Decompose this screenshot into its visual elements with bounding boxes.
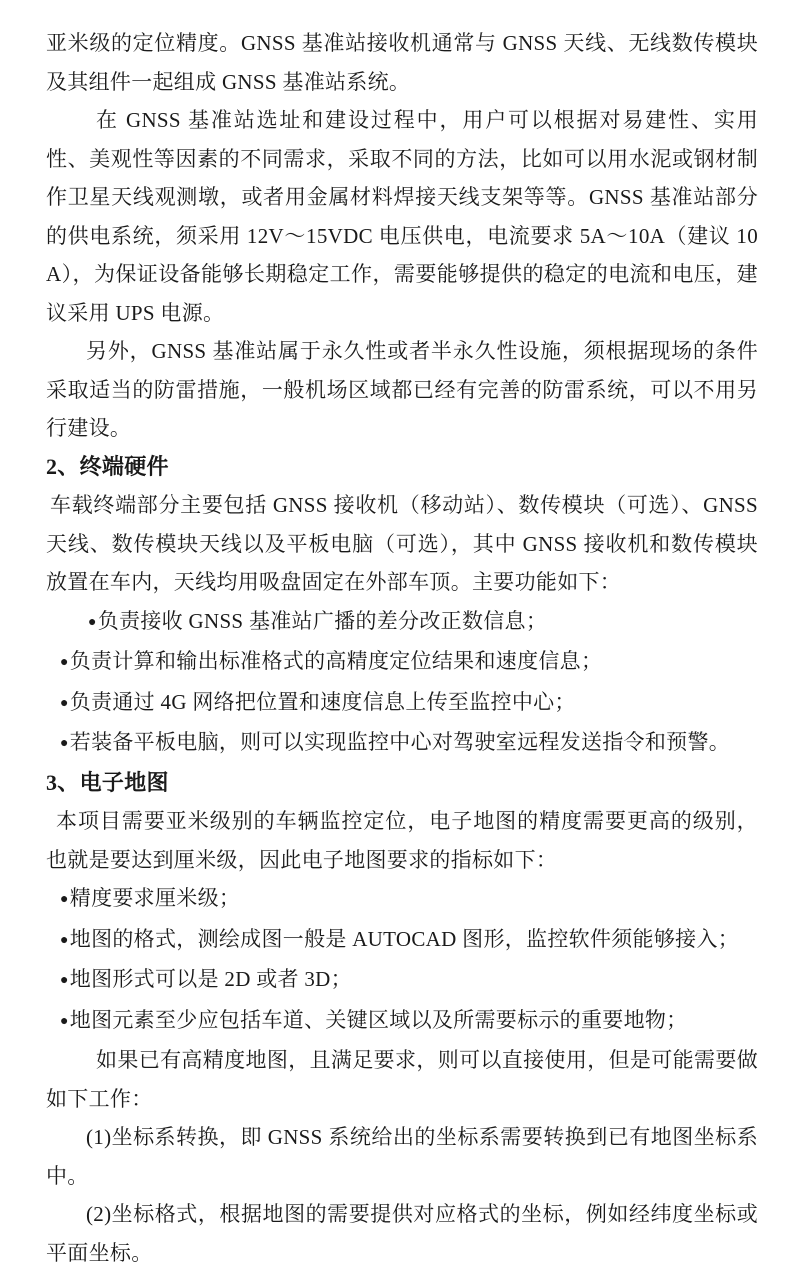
bullet-text: 精度要求厘米级； — [69, 886, 241, 910]
section-heading-electronic-map: 3、电子地图 — [46, 769, 169, 795]
paragraph: 车载终端部分主要包括 GNSS 接收机（移动站）、数传模块（可选）、GNSS 天线、数传模块天线以及平板电脑（可选），其中 GNSS 接收机和数传模块放置在车内，天线均用吸盘固定在外部车顶。主要功能如下： — [46, 493, 758, 594]
bullet-text: 地图的格式，测绘成图一般是 AUTOCAD 图形，监控软件须能够接入； — [69, 926, 740, 951]
bullet-icon: ● — [60, 892, 69, 907]
section-heading-terminal-hardware: 2、终端硬件 — [46, 453, 169, 479]
bullet-icon: ● — [60, 655, 69, 670]
bullet-text: 若装备平板电脑，则可以实现监控中心对驾驶室远程发送指令和预警。 — [69, 730, 731, 754]
bullet-item — [46, 879, 758, 920]
bullet-icon: ● — [88, 614, 97, 630]
bullet-icon: ● — [60, 973, 69, 988]
bullet-icon: ● — [60, 695, 69, 711]
bullet-item — [46, 683, 758, 724]
bullet-item — [46, 920, 758, 961]
paragraph: 在 GNSS 基准站选址和建设过程中，用户可以根据对易建性、实用性、美观性等因素的不同需求，采取不同的方法，比如可以用水泥或钢材制作卫星天线观测墩，或者用金属材料焊接天线支架等等。GNSS 基准站部分的供电系统，须采用 12V～15VDC 电压供电，电流要求 5A～10A（建议 10A），为保证设备能够长期稳定工作，需要能够提供的稳定的电流和电压，建议采用 UPS 电源。 — [46, 108, 758, 325]
bullet-icon: ● — [60, 932, 69, 948]
paragraph: 亚米级的定位精度。GNSS 基准站接收机通常与 GNSS 天线、无线数传模块及其组件一起组成 GNSS 基准站系统。 — [46, 31, 758, 94]
bullet-text: 负责接收 GNSS 基准站广播的差分改正数信息； — [97, 608, 548, 633]
bullet-icon: ● — [60, 736, 69, 751]
bullet-text: 负责计算和输出标准格式的高精度定位结果和速度信息； — [69, 649, 603, 673]
paragraph: (2)坐标格式，根据地图的需要提供对应格式的坐标，例如经纬度坐标或平面坐标。 — [46, 1202, 758, 1265]
bullet-item — [46, 723, 758, 764]
paragraph: 本项目需要亚米级别的车辆监控定位，电子地图的精度需要更高的级别，也就是要达到厘米级，因此电子地图要求的指标如下： — [46, 809, 758, 872]
bullet-item — [46, 960, 758, 1001]
bullet-item — [46, 642, 758, 683]
bullet-text: 地图形式可以是 2D 或者 3D； — [69, 967, 352, 991]
bullet-text: 负责通过 4G 网络把位置和速度信息上传至监控中心； — [69, 689, 576, 714]
bullet-text: 地图元素至少应包括车道、关键区域以及所需要标示的重要地物； — [69, 1007, 688, 1032]
paragraph: (1)坐标系转换，即 GNSS 系统给出的坐标系需要转换到已有地图坐标系中。 — [46, 1125, 758, 1188]
paragraph: 另外，GNSS 基准站属于永久性或者半永久性设施，须根据现场的条件采取适当的防雷措施，一般机场区域都已经有完善的防雷系统，可以不用另行建设。 — [46, 339, 758, 440]
bullet-icon: ● — [60, 1013, 69, 1029]
bullet-item — [46, 1001, 758, 1042]
paragraph: 如果已有高精度地图，且满足要求，则可以直接使用，但是可能需要做如下工作： — [46, 1048, 758, 1111]
bullet-item — [46, 602, 758, 643]
